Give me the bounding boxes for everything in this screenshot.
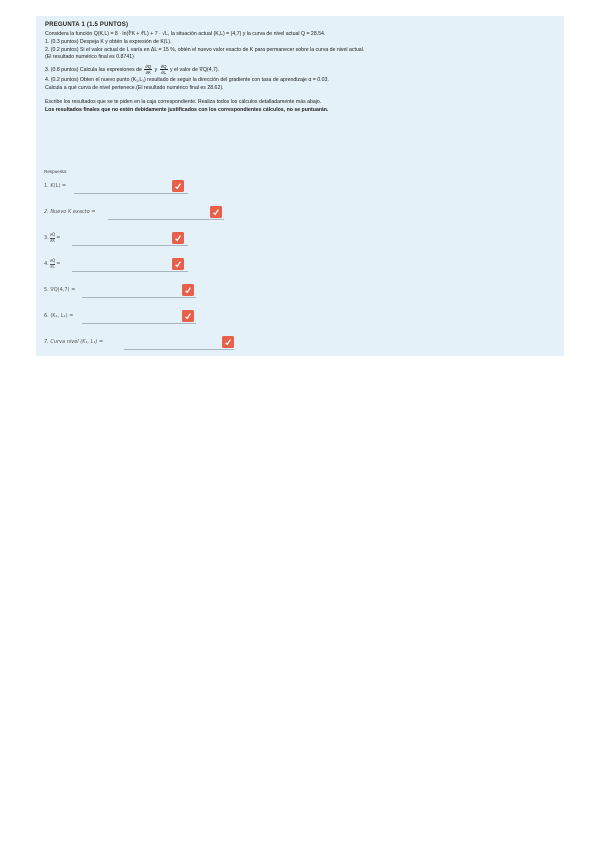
question-title: PREGUNTA 1 (1.5 PUNTOS): [45, 22, 129, 28]
check-edit-icon: [184, 286, 192, 294]
answer-button-5[interactable]: [182, 284, 194, 296]
answer-button-4[interactable]: [172, 258, 184, 270]
question-intro: Considera la función Q(K,L) = 8 · ln(∛K + ∜L) + 7 · √L, la situación actual (K,L) = (4,7) y la curva de nivel actual Q = 28.54.: [45, 31, 326, 37]
answer-input-4[interactable]: [72, 256, 188, 272]
answer-input-5[interactable]: [82, 282, 196, 298]
item-4-b: Calcula a qué curva de nivel pertenece.(El resultado numérico final es 28.62).: [45, 85, 224, 92]
answer-label-1: 1. K(L) =: [44, 183, 67, 189]
check-edit-icon: [174, 182, 182, 190]
answer-label-2: 2. Nuevo K exacto =: [44, 209, 96, 215]
answer-button-3[interactable]: [172, 232, 184, 244]
answer-heading: Respuesta:: [44, 169, 68, 174]
answer-input-2[interactable]: [108, 204, 224, 220]
answer-label-5: 5. ∇Q(4,7) =: [44, 287, 76, 293]
item-2-note: (El resultado numérico final es 0.8741): [45, 54, 134, 61]
answer-label-4: 4. $\frac{\partial Q}{\partial L}$ =: [44, 258, 61, 269]
check-edit-icon: [224, 338, 232, 346]
item-4: 4. (0.2 puntos) Obten el nuevo punto (K₁,L₁) resultado de seguir la dirección del gradiente con tasa de aprendizaje α = 0.03.: [45, 77, 329, 84]
answer-button-7[interactable]: [222, 336, 234, 348]
answer-button-6[interactable]: [182, 310, 194, 322]
check-edit-icon: [174, 234, 182, 242]
item-1: 1. (0.3 puntos) Despeja K y obtén la expresión de K(L).: [45, 38, 172, 45]
answer-input-3[interactable]: [72, 230, 188, 246]
answer-label-6: 6. (K₁, L₁) =: [44, 313, 74, 319]
question-statement: [45, 21, 557, 114]
answer-button-1[interactable]: [172, 180, 184, 192]
answer-input-7[interactable]: [124, 334, 234, 350]
answer-label-7: 7. Curva nivel (K₁, L₁) =: [44, 339, 104, 345]
answer-input-1[interactable]: [74, 178, 188, 194]
item-3: 3. (0.8 puntos) Calcula las expresiones de $\frac{\partial Q}{\partial K}$ y $\frac{\partial Q}{\partial L}$ y el valor de ∇Q(4,7).: [45, 64, 220, 76]
check-edit-icon: [212, 208, 220, 216]
item-2: 2. (0.2 puntos) Si el valor actual de L varía en ΔL = 15 %, obtén el nuevo valor exacto de K para permanecer sobre la curva de nivel actual.: [45, 46, 365, 53]
check-edit-icon: [174, 260, 182, 268]
answer-button-2[interactable]: [210, 206, 222, 218]
warning: Los resultados finales que no estén debidamente justificados con los correspondientes cálculos, no se puntuarán.: [45, 106, 329, 113]
answer-input-6[interactable]: [82, 308, 196, 324]
check-edit-icon: [184, 312, 192, 320]
fraction-dq-dk: $\frac{\partial Q}{\partial K}$: [145, 64, 152, 76]
fraction-dq-dl: $\frac{\partial Q}{\partial L}$: [160, 64, 167, 76]
answer-label-3: 3. $\frac{\partial Q}{\partial K}$ =: [44, 232, 61, 243]
answer-fraction-dq-dl: $\frac{\partial Q}{\partial L}$: [49, 258, 56, 269]
instructions: Escribe los resultados que se te piden en la caja correspondiente. Realiza todos los cálculos detalladamente más abajo.: [45, 98, 322, 105]
question-card: [36, 16, 564, 356]
answer-fraction-dq-dk: $\frac{\partial Q}{\partial K}$: [49, 232, 56, 243]
